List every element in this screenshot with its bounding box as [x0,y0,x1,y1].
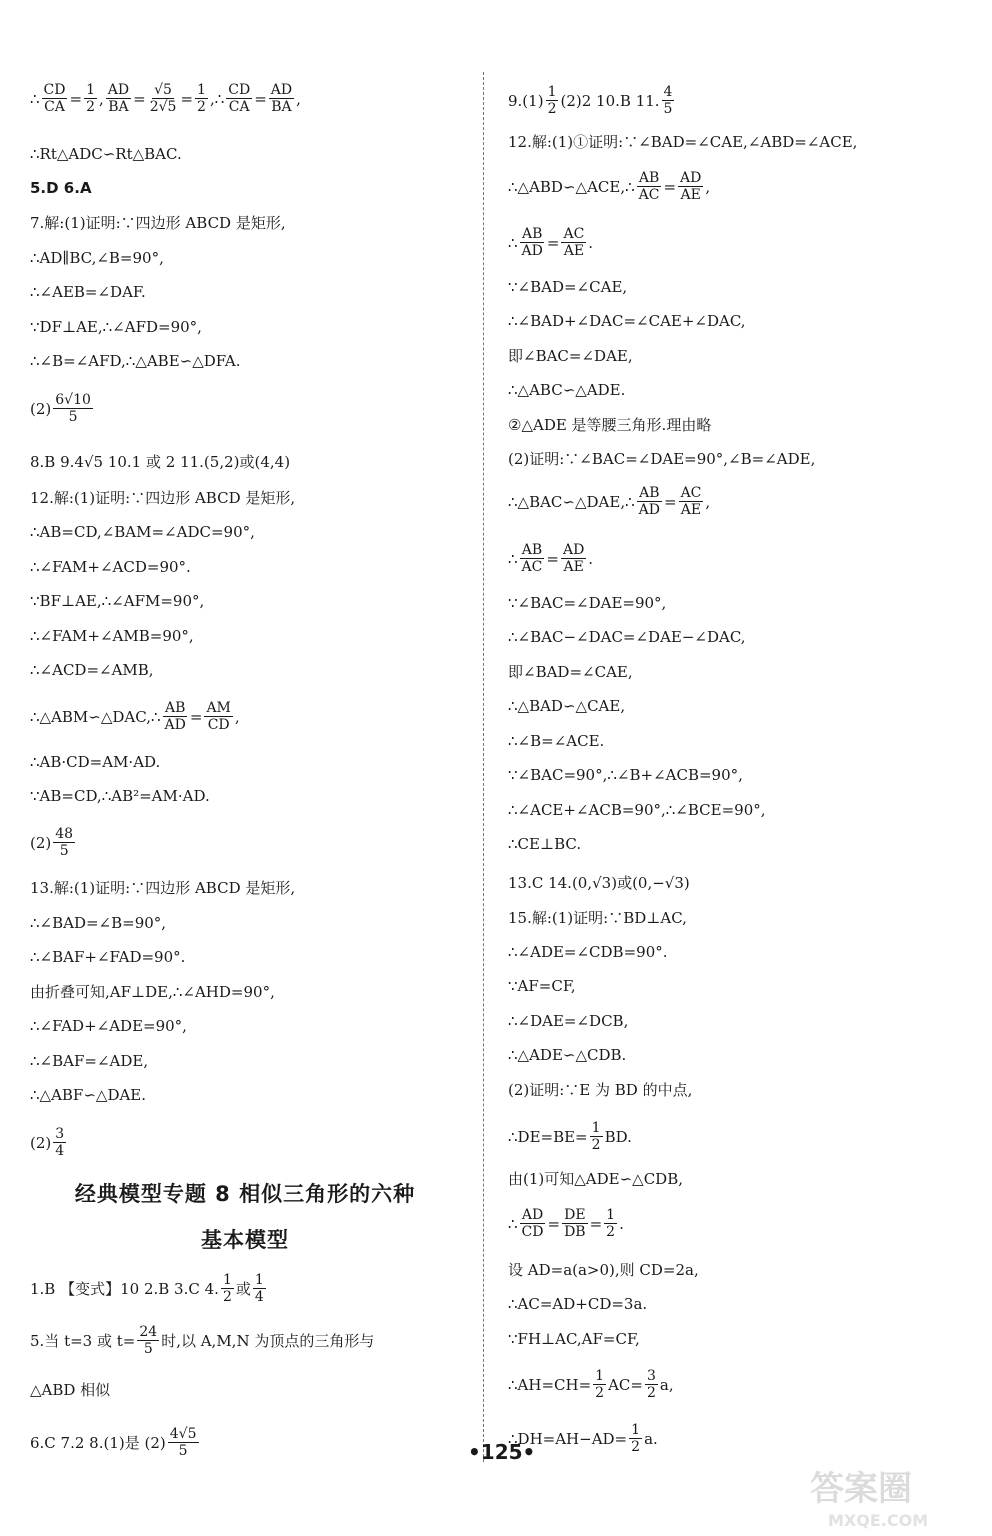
fraction [679,485,704,518]
answer-line [508,415,711,435]
answer-line [30,826,77,859]
text-segment: ∵∠BAC=∠DAE=90°, [508,594,667,612]
answer-line [508,346,633,366]
fraction-denominator: 2 [547,101,557,117]
fraction [562,1207,588,1240]
answer-line [30,1126,68,1159]
fraction-denominator: AE [680,187,701,203]
text-segment: , [296,89,301,108]
fraction [590,1120,603,1153]
answer-line [30,317,202,337]
fraction-denominator: 2 [197,99,206,115]
fraction-denominator: AD [521,243,543,259]
fraction-denominator: AC [521,559,543,575]
text-segment: ∴AD∥BC,∠B=90°, [30,249,164,267]
fraction-numerator: 1 [86,82,95,98]
text-segment: ∴∠BAF+∠FAD=90°. [30,948,186,966]
answer-line [30,1085,146,1105]
answer-line [508,1368,674,1401]
text-segment: = [546,549,559,568]
section-heading-line1: 经典模型专题 8 相似三角形的六种 [74,1182,416,1206]
text-segment: ∴∠FAM+∠AMB=90°, [30,627,194,645]
fraction [637,170,662,203]
text-segment: 1.B 【变式】10 2.B 3.C 4. [30,1279,219,1298]
text-segment: 15.解:(1)证明:∵BD⊥AC, [508,909,687,927]
text-segment: ∴∠FAD+∠ADE=90°, [30,1017,187,1035]
fraction-denominator: 5 [68,409,78,425]
text-segment: ∴ [30,89,40,108]
fraction [678,170,703,203]
fraction-numerator: AB [522,226,543,242]
answer-line [508,696,625,716]
text-segment: ∴△ABC∽△ADE. [508,381,626,399]
fraction-denominator: AE [563,559,584,575]
text-segment: = [663,177,677,196]
text-segment: = [589,1214,603,1233]
text-segment: 5.D 6.A [30,179,92,197]
fraction-denominator: 2 [222,1289,232,1305]
fraction [195,82,208,115]
text-segment: ∴△ABF∽△DAE. [30,1086,147,1104]
text-segment: (2)证明:∵∠BAC=∠DAE=90°,∠B=∠ADE, [508,450,816,468]
fraction-denominator: 5 [143,1341,153,1357]
fraction-numerator: 1 [197,82,206,98]
fraction [137,1324,159,1357]
answer-line [508,277,627,297]
text-segment: ∴ [508,1214,518,1233]
text-segment: ∴CE⊥BC. [508,835,582,853]
answer-line [508,542,593,575]
answer-line [30,947,185,967]
fraction [53,1126,66,1159]
fraction [42,82,68,115]
text-segment: = [180,89,194,108]
answer-line [30,752,160,772]
fraction [662,84,675,117]
answer-line [30,248,164,268]
answer-line [508,1329,640,1349]
text-segment: ∴∠ADE=∠CDB=90°. [508,943,668,961]
text-segment: ∴AH=CH= [508,1375,592,1394]
fraction-numerator: 4 [663,84,673,100]
answer-line [30,557,191,577]
text-segment: . [619,1214,624,1233]
fraction-denominator: 2 [86,99,95,115]
fraction-numerator: 1 [222,1272,232,1288]
answer-line [508,1120,632,1153]
fraction-denominator: 4 [55,1143,65,1159]
text-segment: 设 AD=a(a>0),则 CD=2a, [508,1261,699,1279]
fraction-numerator: CD [43,82,66,98]
text-segment: 6.C 7.2 8.(1)是 (2) [30,1433,166,1452]
fraction-numerator: AC [563,226,585,242]
fraction-denominator: DB [564,1224,586,1240]
text-segment: ∵∠BAC=90°,∴∠B+∠ACB=90°, [508,766,743,784]
fraction [520,226,545,259]
answer-line [508,1294,647,1314]
text-segment: ∵AB=CD,∴AB²=AM·AD. [30,787,210,805]
fraction-denominator: CA [228,99,250,115]
fraction-numerator: AD [270,82,293,98]
answer-line [30,452,290,472]
fraction-denominator: 2 [595,1385,605,1401]
text-segment: ∴AC=AD+CD=3a. [508,1295,648,1313]
fraction-denominator: AC [638,187,660,203]
fraction [604,1207,617,1240]
fraction-denominator: AE [563,243,585,259]
text-segment: = [189,707,203,726]
fraction [53,392,93,425]
answer-line [30,82,301,115]
fraction-denominator: 2 [646,1385,656,1401]
text-segment: ∴∠BAC−∠DAC=∠DAE−∠DAC, [508,628,746,646]
fraction-denominator: AD [638,502,660,518]
text-segment: ∴△BAD∽△CAE, [508,697,626,715]
text-segment: ∴ [508,233,518,252]
text-segment: ∴∠BAF=∠ADE, [30,1052,149,1070]
fraction-denominator: AD [164,717,186,733]
fraction [561,226,586,259]
text-segment: 9.(1) [508,91,544,110]
fraction-denominator: 2 [631,1439,641,1455]
fraction-numerator: AC [680,485,702,501]
text-segment: 12.解:(1)①证明:∵∠BAD=∠CAE,∠ABD=∠ACE, [508,133,858,151]
watermark-text-main: 答案圈 [810,1469,912,1509]
fraction-denominator: 4 [254,1289,264,1305]
fraction-numerator: 3 [55,1126,65,1142]
page-number: •125• [468,1440,536,1464]
text-segment: , [705,492,711,511]
answer-line [508,1260,699,1280]
text-segment: 7.解:(1)证明:∵四边形 ABCD 是矩形, [30,214,286,232]
fraction-numerator: √5 [154,82,172,98]
text-segment: BD. [604,1127,632,1146]
fraction-numerator: AB [639,485,660,501]
text-segment: , [98,89,104,108]
answer-line [508,765,743,785]
fraction-denominator: 5 [59,843,69,859]
answer-line [508,627,746,647]
text-segment: ∴△ADE∽△CDB. [508,1046,627,1064]
text-segment: (2) [30,833,52,852]
answer-line [508,731,604,751]
text-segment: = [254,89,267,108]
text-segment: ∴DE=BE= [508,1127,588,1146]
fraction [269,82,294,115]
fraction-numerator: AD [107,82,130,98]
text-segment: 时,以 A,M,N 为顶点的三角形与 [161,1331,375,1350]
fraction [221,1272,234,1305]
fraction-numerator: 1 [591,1120,601,1136]
text-segment: , [705,177,711,196]
fraction-numerator: 3 [646,1368,656,1384]
answer-line [30,660,154,680]
answer-line [30,1426,201,1459]
text-segment: ∴∠BAD=∠B=90°, [30,914,167,932]
answer-line [30,522,255,542]
text-segment: = [547,1214,561,1233]
fraction-numerator: 6√10 [55,392,91,408]
watermark-logo [800,1462,980,1532]
text-segment: 由(1)可知△ADE∽△CDB, [508,1170,683,1188]
fraction-denominator: 5 [663,101,673,117]
text-segment: ∴∠B=∠ACE. [508,732,605,750]
fraction-numerator: AD [562,542,585,558]
answer-line [30,1272,268,1305]
answer-line [30,213,286,233]
answer-line [508,1011,628,1031]
answer-line [30,1016,187,1036]
text-segment: △ABD 相似 [30,1381,111,1399]
text-segment: ∵DF⊥AE,∴∠AFD=90°, [30,318,202,336]
text-segment: 5.当 t=3 或 t= [30,1331,136,1350]
answer-line [508,1207,624,1240]
fraction [520,542,545,575]
text-segment: , [234,707,240,726]
text-segment: ∵AF=CF, [508,977,576,995]
fraction-numerator: AM [206,700,231,716]
answer-line [508,132,857,152]
fraction [593,1368,606,1401]
text-segment: ∴△ABM∽△DAC,∴ [30,707,161,726]
fraction [253,1272,266,1305]
fraction-denominator: CD [207,717,230,733]
text-segment: ∴ [508,549,518,568]
text-segment: 13.C 14.(0,√3)或(0,−√3) [508,874,690,892]
answer-line [508,1080,692,1100]
answer-line [508,449,815,469]
answer-line [508,976,576,996]
fraction [629,1422,642,1455]
answer-line [508,942,668,962]
section-heading-line2: 基本模型 [201,1228,289,1252]
fraction [168,1426,199,1459]
column-divider [483,72,484,1462]
answer-line [508,485,710,518]
answer-line [30,982,275,1002]
fraction-numerator: 1 [606,1207,616,1223]
fraction-denominator: BA [108,99,129,115]
fraction [520,1207,546,1240]
text-segment: (2)2 10.B 11. [560,91,660,110]
text-segment: 即∠BAC=∠DAE, [508,347,633,365]
fraction [106,82,131,115]
fraction-numerator: 48 [55,826,74,842]
fraction-denominator: 5 [178,1443,188,1459]
fraction-numerator: AB [164,700,186,716]
fraction-denominator: 2 [591,1137,601,1153]
text-segment: ∴DH=AH−AD= [508,1429,628,1448]
watermark-text-url: MXQE.COM [828,1511,929,1530]
fraction [53,826,75,859]
text-segment: a, [659,1375,674,1394]
fraction [84,82,97,115]
fraction-denominator: 2 [606,1224,616,1240]
text-segment: (2) [30,399,52,418]
fraction-numerator: AD [680,170,702,186]
answer-line [508,873,690,893]
answer-line [508,226,593,259]
answer-line [30,178,92,198]
text-segment: 12.解:(1)证明:∵四边形 ABCD 是矩形, [30,489,296,507]
answer-line [30,700,240,733]
answer-line [508,311,746,331]
fraction-numerator: 1 [631,1422,641,1438]
text-segment: ∵FH⊥AC,AF=CF, [508,1330,640,1348]
answer-line [30,1380,110,1400]
fraction [163,700,188,733]
fraction [637,485,662,518]
text-segment: ②△ADE 是等腰三角形.理由略 [508,416,712,434]
text-segment: ∴∠B=∠AFD,∴△ABE∽△DFA. [30,352,241,370]
fraction-numerator: AB [521,542,543,558]
answer-line [30,144,182,164]
answer-line [508,908,687,928]
answer-line [508,170,710,203]
fraction-numerator: 24 [139,1324,158,1340]
text-segment: = [546,233,560,252]
fraction [204,700,232,733]
fraction-denominator: 2√5 [149,99,177,115]
fraction-numerator: 4√5 [169,1426,197,1442]
text-segment: (2) [30,1133,52,1152]
text-segment: ∴∠FAM+∠ACD=90°. [30,558,191,576]
answer-line [30,488,295,508]
text-segment: ∴∠ACD=∠AMB, [30,661,154,679]
fraction-denominator: AE [680,502,702,518]
answer-line [508,1169,683,1189]
text-segment: 8.B 9.4√5 10.1 或 2 11.(5,2)或(4,4) [30,453,291,471]
answer-line [508,662,633,682]
text-segment: ∵∠BAD=∠CAE, [508,278,628,296]
answer-line [508,1045,626,1065]
text-segment: ∴AB=CD,∠BAM=∠ADC=90°, [30,523,255,541]
text-segment: ∴∠BAD+∠DAC=∠CAE+∠DAC, [508,312,746,330]
fraction-numerator: 1 [595,1368,605,1384]
fraction-numerator: CD [228,82,251,98]
text-segment: = [133,89,146,108]
answer-line [30,282,146,302]
answer-line [30,1051,148,1071]
answer-line [30,626,194,646]
text-segment: . [588,549,594,568]
answer-line [30,351,241,371]
answer-line [30,786,210,806]
fraction-numerator: 1 [254,1272,264,1288]
text-segment: ∴△BAC∽△DAE,∴ [508,492,635,511]
text-segment: (2)证明:∵E 为 BD 的中点, [508,1081,693,1099]
text-segment: ∴Rt△ADC∽Rt△BAC. [30,145,182,163]
text-segment: = [69,89,83,108]
fraction [645,1368,658,1401]
text-segment: ∴∠AEB=∠DAF. [30,283,146,301]
fraction-denominator: CA [44,99,65,115]
answer-line [30,878,295,898]
fraction-numerator: DE [564,1207,586,1223]
text-segment: AC= [608,1375,643,1394]
answer-line [30,591,204,611]
answer-line [508,800,766,820]
fraction-numerator: 1 [547,84,557,100]
text-segment: ∴AB·CD=AM·AD. [30,753,161,771]
fraction [561,542,586,575]
text-segment: ∴∠DAE=∠DCB, [508,1012,629,1030]
text-segment: = [663,492,677,511]
fraction-numerator: AB [638,170,660,186]
fraction [546,84,559,117]
fraction [148,82,179,115]
answer-line [30,392,95,425]
text-segment: . [588,233,594,252]
text-segment: ∵BF⊥AE,∴∠AFM=90°, [30,592,205,610]
fraction [226,82,252,115]
text-segment: 即∠BAD=∠CAE, [508,663,633,681]
text-segment: ∴∠ACE+∠ACB=90°,∴∠BCE=90°, [508,801,766,819]
answer-line [30,913,166,933]
fraction-denominator: CD [521,1224,544,1240]
text-segment: 由折叠可知,AF⊥DE,∴∠AHD=90°, [30,983,275,1001]
answer-line [508,834,581,854]
text-segment: 13.解:(1)证明:∵四边形 ABCD 是矩形, [30,879,296,897]
text-segment: ,∴ [209,89,225,108]
text-segment: 或 [235,1279,251,1298]
answer-line [30,1324,374,1357]
text-segment: ∴△ABD∽△ACE,∴ [508,177,635,196]
fraction-numerator: AD [521,1207,544,1223]
answer-line [508,593,666,613]
answer-line [508,380,625,400]
text-segment: a. [644,1429,658,1448]
fraction-denominator: BA [271,99,292,115]
answer-line [508,84,676,117]
